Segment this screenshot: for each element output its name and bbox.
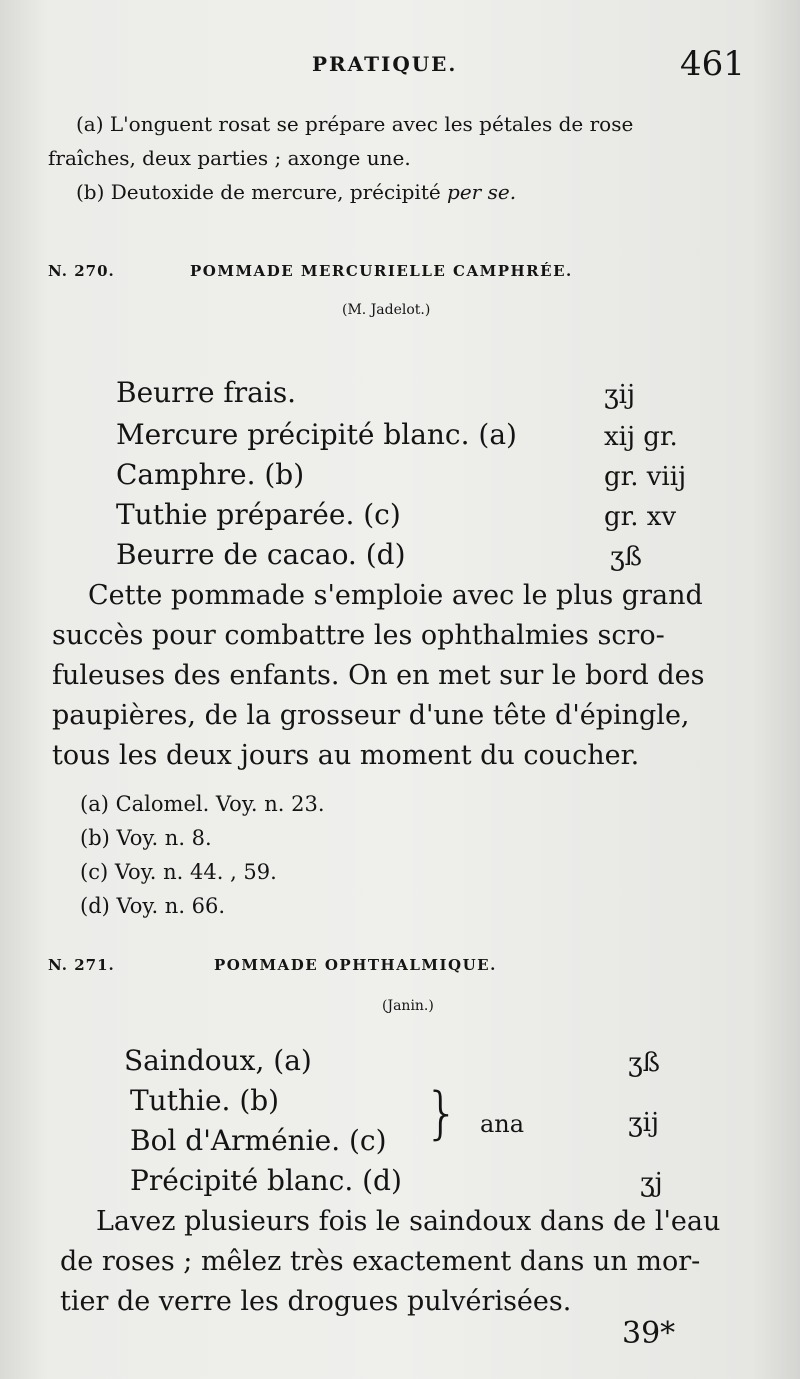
footnote-line: (d) Voy. n. 66. [80,894,226,918]
body-line: tier de verre les drogues pulvérisées. [60,1286,572,1317]
footnote-line: (a) L'onguent rosat se prépare avec les pétales de rose [76,112,634,136]
body-line: Lavez plusieurs fois le saindoux dans de l'eau [96,1206,721,1237]
ingredient-name: Tuthie préparée. (c) [116,498,401,531]
ingredient-qty: ʒij [628,1108,660,1138]
recipe-number: N. 271. [48,956,115,974]
footnote-line: fraîches, deux parties ; axonge une. [48,146,411,170]
footnote-line [76,180,516,204]
body-line: fuleuses des enfants. On en met sur le bord des [52,660,705,691]
footnote-emphasis: per se. [447,180,517,204]
ingredient-name: Mercure précipité blanc. (a) [116,418,517,451]
recipe-title: POMMADE OPHTHALMIQUE. [214,956,497,974]
footnote-line: (a) Calomel. Voy. n. 23. [80,792,325,816]
recipe-author: (Janin.) [382,998,434,1014]
running-header: PRATIQUE. [312,52,458,76]
ingredient-name: Beurre frais. [116,376,297,409]
ingredient-qty: ʒß [628,1048,661,1078]
ingredient-qty: ʒj [640,1168,663,1198]
ingredient-name: Saindoux, (a) [124,1044,312,1077]
body-line: tous les deux jours au moment du coucher. [52,740,640,771]
footnote-line: (c) Voy. n. 44. , 59. [80,860,277,884]
ingredient-qty: ʒij [604,380,636,410]
ingredient-qty: xij gr. [604,422,678,452]
body-line: paupières, de la grosseur d'une tête d'épingle, [52,700,690,731]
grouping-brace: } [424,1081,460,1146]
recipe-title: POMMADE MERCURIELLE CAMPHRÉE. [190,262,573,280]
ingredient-name: Camphre. (b) [116,458,305,491]
body-line: succès pour combattre les ophthalmies scro- [52,620,665,651]
footnote-line: (b) Voy. n. 8. [80,826,212,850]
signature-mark: 39* [622,1316,676,1351]
ingredient-qty: gr. viij [604,462,687,492]
footnote-text: (b) Deutoxide de mercure, précipité [76,180,448,204]
ingredient-qty: ʒß [610,542,643,572]
brace-label: ana [480,1110,525,1138]
recipe-author: (M. Jadelot.) [342,302,431,318]
body-line: Cette pommade s'emploie avec le plus grand [88,580,703,611]
ingredient-name: Précipité blanc. (d) [130,1164,402,1197]
page-number: 461 [680,44,745,84]
ingredient-qty: gr. xv [604,502,677,532]
recipe-number: N. 270. [48,262,115,280]
ingredient-name: Tuthie. (b) [130,1084,280,1117]
ingredient-name: Beurre de cacao. (d) [116,538,406,571]
body-line: de roses ; mêlez très exactement dans un mor- [60,1246,701,1277]
ingredient-name: Bol d'Arménie. (c) [130,1124,387,1157]
